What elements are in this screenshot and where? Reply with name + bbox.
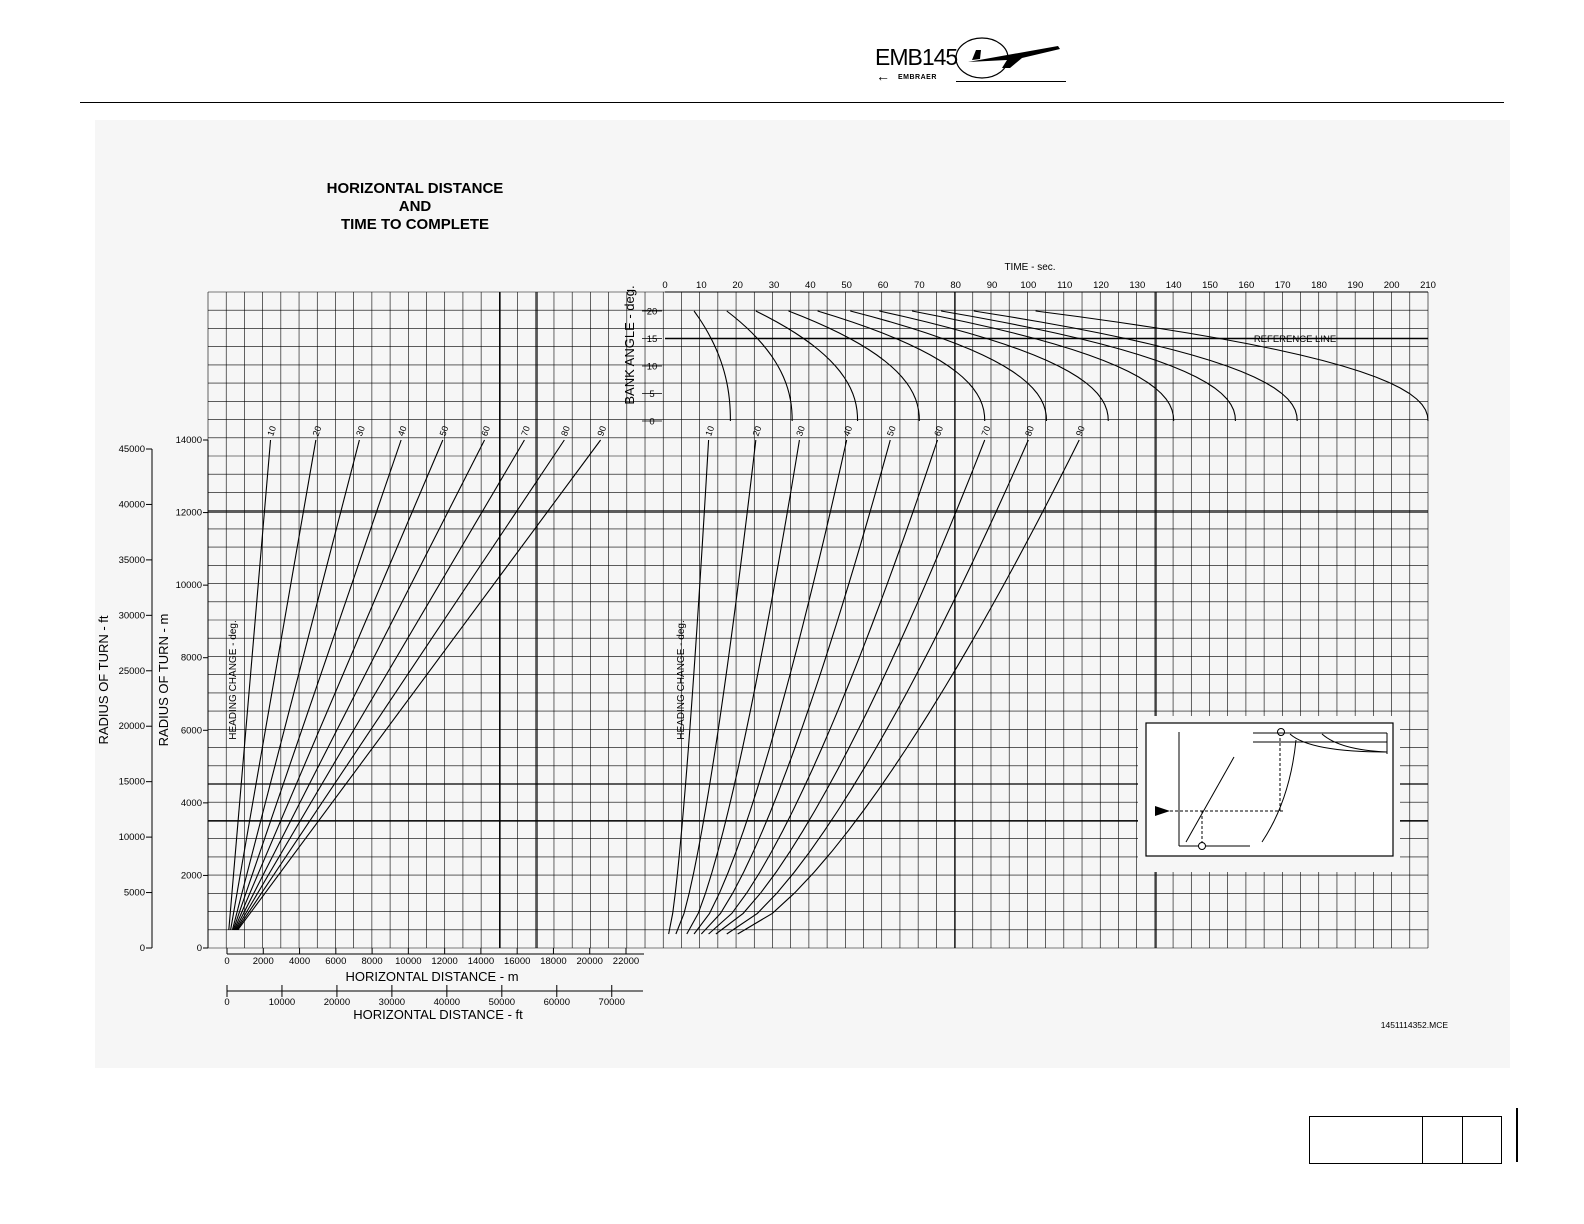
x-axis-label-m: HORIZONTAL DISTANCE - m (345, 969, 519, 984)
heading-curve-80-left (237, 440, 564, 930)
heading-change-label-right: HEADING CHANGE - deg. (676, 620, 687, 740)
heading-curve-60-left (235, 440, 484, 930)
footer-divider-2 (1462, 1117, 1463, 1163)
heading-curve-label-30-left: 30 (354, 424, 367, 438)
time-tick-label: 120 (1093, 280, 1109, 291)
time-tick-label: 60 (877, 280, 889, 291)
y-tick-label-m: 6000 (180, 725, 202, 737)
x-tick-label-ft: 0 (224, 997, 230, 1008)
y-tick-label-m: 10000 (175, 580, 202, 592)
y-tick-label-ft: 25000 (118, 665, 145, 677)
bank-tick-label: 20 (646, 306, 658, 318)
bank-curve (818, 311, 985, 421)
y-tick-label-ft: 5000 (123, 887, 145, 899)
x-tick-label-m: 18000 (540, 956, 567, 967)
bank-curve (756, 311, 858, 421)
time-tick-label: 50 (841, 280, 852, 291)
heading-curve-label-40-right: 40 (841, 424, 855, 438)
heading-curve-90-right (738, 440, 1080, 934)
y-tick-label-ft: 15000 (118, 776, 145, 788)
heading-curve-label-40-left: 40 (395, 424, 409, 438)
x-tick-label-m: 20000 (576, 956, 603, 967)
bank-tick-label: 5 (649, 389, 655, 400)
logo-arrow-icon: ← (876, 68, 890, 84)
time-tick-label: 190 (1347, 280, 1364, 291)
time-tick-label: 130 (1129, 280, 1146, 291)
x-axis-label-ft: HORIZONTAL DISTANCE - ft (353, 1007, 523, 1022)
bank-curve (912, 311, 1174, 421)
time-tick-label: 140 (1165, 280, 1182, 291)
inset-marker (1278, 729, 1285, 736)
x-tick-label-m: 4000 (288, 956, 311, 967)
heading-curve-50-left (234, 440, 443, 930)
bank-tick-label: 10 (646, 361, 658, 373)
x-tick-label-m: 10000 (395, 956, 422, 967)
heading-curve-label-50-right: 50 (885, 424, 898, 438)
time-tick-label: 70 (914, 280, 925, 291)
x-tick-label-m: 2000 (252, 956, 274, 967)
change-bar (1516, 1108, 1518, 1162)
time-tick-label: 210 (1420, 280, 1436, 291)
heading-curve-label-80-left: 80 (559, 424, 572, 438)
heading-curve-40-right (694, 440, 847, 934)
bank-angle-axis-label: BANK ANGLE - deg. (622, 285, 637, 405)
time-tick-label: 150 (1202, 280, 1218, 291)
y-tick-label-m: 8000 (180, 652, 202, 664)
logo-subtext: EMBRAER (898, 74, 937, 81)
y-tick-label-ft: 30000 (118, 610, 145, 622)
heading-curve-label-30-right: 30 (794, 424, 808, 438)
x-tick-label-ft: 50000 (488, 997, 516, 1008)
heading-curve-80-right (727, 440, 1029, 934)
x-tick-label-ft: 10000 (268, 997, 296, 1008)
time-tick-label: 40 (805, 280, 816, 291)
title-line-2: AND (398, 198, 432, 215)
x-tick-label-ft: 70000 (598, 997, 625, 1008)
heading-curve-90-left (238, 440, 601, 930)
y-tick-label-ft: 40000 (118, 499, 145, 511)
bank-tick-label: 0 (649, 416, 655, 428)
logo-text: EMB145 (875, 44, 958, 70)
y-tick-label-m: 14000 (175, 435, 202, 446)
heading-curve-label-20-right: 20 (750, 424, 764, 438)
y-tick-label-m: 12000 (175, 507, 202, 519)
time-tick-label: 20 (732, 280, 743, 291)
time-tick-label: 160 (1238, 280, 1255, 291)
y-tick-label-m: 4000 (180, 797, 202, 809)
bank-curve (1036, 311, 1428, 421)
x-tick-label-m: 6000 (325, 956, 347, 967)
time-tick-label: 110 (1057, 280, 1073, 291)
y-tick-label-ft: 10000 (118, 832, 145, 844)
heading-curve-label-10-left: 10 (265, 424, 279, 438)
y-tick-label-ft: 45000 (118, 444, 145, 455)
y-axis-label-ft: RADIUS OF TURN - ft (96, 615, 111, 745)
x-tick-label-m: 0 (224, 956, 230, 967)
x-tick-label-m: 12000 (431, 956, 458, 967)
time-tick-label: 30 (768, 280, 780, 291)
heading-curve-30-left (232, 440, 359, 930)
heading-curve-label-10-right: 10 (703, 424, 717, 438)
time-tick-label: 170 (1274, 280, 1291, 291)
time-tick-label: 200 (1383, 280, 1400, 291)
time-tick-label: 100 (1020, 280, 1037, 291)
heading-curve-label-20-left: 20 (310, 424, 324, 438)
heading-curve-label-70-left: 70 (519, 424, 533, 438)
y-tick-label-ft: 35000 (118, 554, 145, 566)
heading-change-label-left: HEADING CHANGE - deg. (228, 620, 239, 740)
x-tick-label-m: 16000 (503, 956, 531, 967)
bank-curve (974, 311, 1297, 421)
y-tick-label-ft: 0 (139, 943, 145, 954)
time-axis-label: TIME - sec. (1004, 262, 1056, 273)
time-tick-label: 10 (696, 280, 707, 291)
heading-curve-10-right (669, 440, 709, 934)
title-line-3: TIME TO COMPLETE (340, 216, 490, 233)
x-tick-label-ft: 40000 (433, 997, 461, 1008)
x-tick-label-m: 14000 (467, 956, 495, 967)
x-tick-label-ft: 20000 (323, 997, 351, 1008)
time-tick-label: 0 (662, 280, 668, 291)
heading-curve-label-60-left: 60 (479, 424, 493, 438)
footer-box (1309, 1116, 1502, 1164)
x-tick-label-ft: 60000 (543, 997, 570, 1008)
heading-curve-60-right (709, 440, 938, 934)
heading-curve-20-left (231, 440, 316, 930)
heading-curve-label-50-left: 50 (437, 424, 451, 438)
inset-marker (1199, 843, 1206, 850)
x-tick-label-m: 22000 (612, 956, 640, 967)
y-tick-label-m: 0 (196, 943, 202, 954)
y-axis-label-m: RADIUS OF TURN - m (156, 613, 171, 747)
title-line-1: HORIZONTAL DISTANCE (326, 180, 504, 197)
inset-example-box (1146, 723, 1393, 856)
bank-curve (879, 311, 1108, 421)
x-tick-label-m: 8000 (361, 956, 383, 967)
figure-id: 1451114352.MCE (1380, 1020, 1448, 1030)
time-tick-label: 180 (1311, 280, 1327, 291)
heading-curve-label-90-right: 90 (1073, 424, 1087, 438)
heading-curve-50-right (701, 440, 890, 934)
heading-curve-label-60-right: 60 (932, 424, 946, 438)
x-tick-label-ft: 30000 (378, 997, 406, 1008)
bank-curve (727, 311, 792, 421)
y-tick-label-ft: 20000 (118, 721, 145, 733)
heading-curve-label-90-left: 90 (595, 424, 609, 438)
reference-line-label: REFERENCE LINE (1253, 334, 1337, 345)
y-tick-label-m: 2000 (180, 870, 202, 882)
time-tick-label: 80 (950, 280, 961, 291)
time-tick-label: 90 (986, 280, 998, 291)
heading-curve-label-80-right: 80 (1023, 424, 1036, 438)
heading-curve-label-70-right: 70 (979, 424, 993, 438)
bank-tick-label: 15 (646, 334, 658, 345)
footer-divider-1 (1422, 1117, 1423, 1163)
